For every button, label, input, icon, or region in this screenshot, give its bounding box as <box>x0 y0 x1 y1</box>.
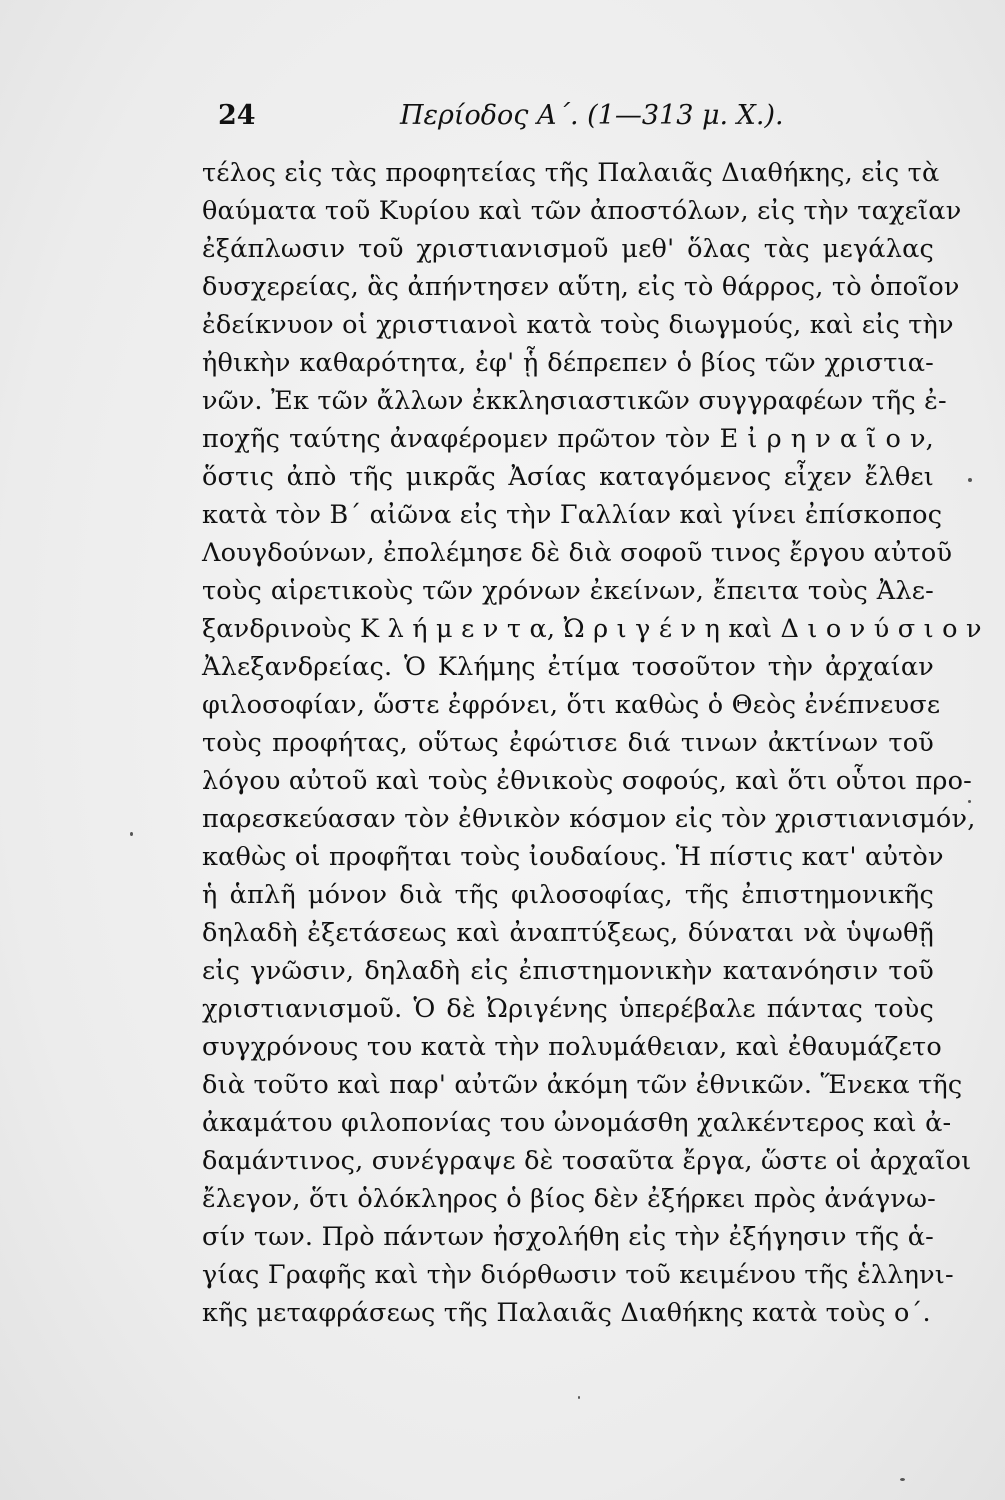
text-line: ξανδρινοὺς Κ λ ή μ ε ν τ α, Ὠ ρ ι γ έ ν η καὶ Δ ι ο ν ύ σ ι ο ν <box>202 614 982 644</box>
text-line: ἠθικὴν καθαρότητα, ἐφ' ᾗ δέπρεπεν ὁ βίος τῶν χριστια- <box>202 348 934 378</box>
running-head: Περίοδος Α΄. (1—313 μ. Χ.). <box>400 100 784 131</box>
speck <box>968 800 971 803</box>
text-line: ἔλεγον, ὅτι ὁλόκληρος ὁ βίος δὲν ἐξήρκει πρὸς ἀνάγνω- <box>202 1184 936 1214</box>
speck <box>900 1478 905 1481</box>
text-line: φιλοσοφίαν, ὥστε ἐφρόνει, ὅτι καθὼς ὁ Θεὸς ἐνέπνευσε <box>202 690 941 720</box>
text-line: τοὺς αἱρετικοὺς τῶν χρόνων ἐκείνων, ἔπειτα τοὺς Ἀλε- <box>202 576 934 606</box>
text-line: σίν των. Πρὸ πάντων ἠσχολήθη εἰς τὴν ἐξήγησιν τῆς ἁ- <box>202 1222 934 1252</box>
page-number: 24 <box>218 100 256 131</box>
speck <box>130 832 133 836</box>
body-text <box>202 154 982 1332</box>
text-line: ὅστις ἀπὸ τῆς μικρᾶς Ἀσίας καταγόμενος εἶχεν ἔλθει <box>202 462 934 492</box>
text-line: τέλος εἰς τὰς προφητείας τῆς Παλαιᾶς Διαθήκης, εἰς τὰ <box>202 158 940 188</box>
text-line: κῆς μεταφράσεως τῆς Παλαιᾶς Διαθήκης κατὰ τοὺς ο΄. <box>202 1298 931 1328</box>
text-line: ποχῆς ταύτης ἀναφέρομεν πρῶτον τὸν Ε ἰ ρ η ν α ῖ ο ν, <box>202 424 934 454</box>
page-header <box>218 100 784 140</box>
text-line: θαύματα τοῦ Κυρίου καὶ τῶν ἀποστόλων, εἰς τὴν ταχεῖαν <box>202 196 962 226</box>
text-line: ἀκαμάτου φιλοπονίας του ὠνομάσθη χαλκέντερος καὶ ἀ- <box>202 1108 952 1138</box>
text-line: κατὰ τὸν Β΄ αἰῶνα εἰς τὴν Γαλλίαν καὶ γίνει ἐπίσκοπος <box>202 500 943 530</box>
text-line: εἰς γνῶσιν, δηλαδὴ εἰς ἐπιστημονικὴν κατανόησιν τοῦ <box>202 956 934 986</box>
text-line: Ἀλεξανδρείας. Ὁ Κλήμης ἐτίμα τοσοῦτον τὴν ἀρχαίαν <box>202 652 934 682</box>
text-line: παρεσκεύασαν τὸν ἐθνικὸν κόσμον εἰς τὸν χριστιανισμόν, <box>202 804 976 834</box>
text-line: λόγου αὐτοῦ καὶ τοὺς ἐθνικοὺς σοφούς, καὶ ὅτι οὗτοι προ- <box>202 766 972 796</box>
text-line: δαμάντινος, συνέγραψε δὲ τοσαῦτα ἔργα, ὥστε οἱ ἀρχαῖοι <box>202 1146 972 1176</box>
speck <box>968 478 972 482</box>
text-line: δηλαδὴ ἐξετάσεως καὶ ἀναπτύξεως, δύναται νὰ ὑψωθῇ <box>202 918 934 948</box>
text-line: ἐξάπλωσιν τοῦ χριστιανισμοῦ μεθ' ὅλας τὰς μεγάλας <box>202 234 934 264</box>
text-line: ἐδείκνυον οἱ χριστιανοὶ κατὰ τοὺς διωγμούς, καὶ εἰς τὴν <box>202 310 954 340</box>
text-line: χριστιανισμοῦ. Ὁ δὲ Ὠριγένης ὑπερέβαλε πάντας τοὺς <box>202 994 934 1024</box>
text-line: τοὺς προφήτας, οὕτως ἐφώτισε διά τινων ἀκτίνων τοῦ <box>202 728 934 758</box>
text-line: γίας Γραφῆς καὶ τὴν διόρθωσιν τοῦ κειμένου τῆς ἑλληνι- <box>202 1260 954 1290</box>
text-line: συγχρόνους του κατὰ τὴν πολυμάθειαν, καὶ ἐθαυμάζετο <box>202 1032 942 1062</box>
text-line: διὰ τοῦτο καὶ παρ' αὐτῶν ἀκόμη τῶν ἐθνικῶν. Ἕνεκα τῆς <box>202 1070 963 1100</box>
text-line: Λουγδούνων, ἐπολέμησε δὲ διὰ σοφοῦ τινος ἔργου αὐτοῦ <box>202 538 953 568</box>
text-line: ἡ ἁπλῆ μόνον διὰ τῆς φιλοσοφίας, τῆς ἐπιστημονικῆς <box>202 880 934 910</box>
speck <box>578 1396 580 1399</box>
text-line: καθὼς οἱ προφῆται τοὺς ἰουδαίους. Ἡ πίστις κατ' αὐτὸν <box>202 842 944 872</box>
text-line: νῶν. Ἐκ τῶν ἄλλων ἐκκλησιαστικῶν συγγραφέων τῆς ἐ- <box>202 386 947 416</box>
text-line: δυσχερείας, ἃς ἀπήντησεν αὕτη, εἰς τὸ θάρρος, τὸ ὁποῖον <box>202 272 960 302</box>
